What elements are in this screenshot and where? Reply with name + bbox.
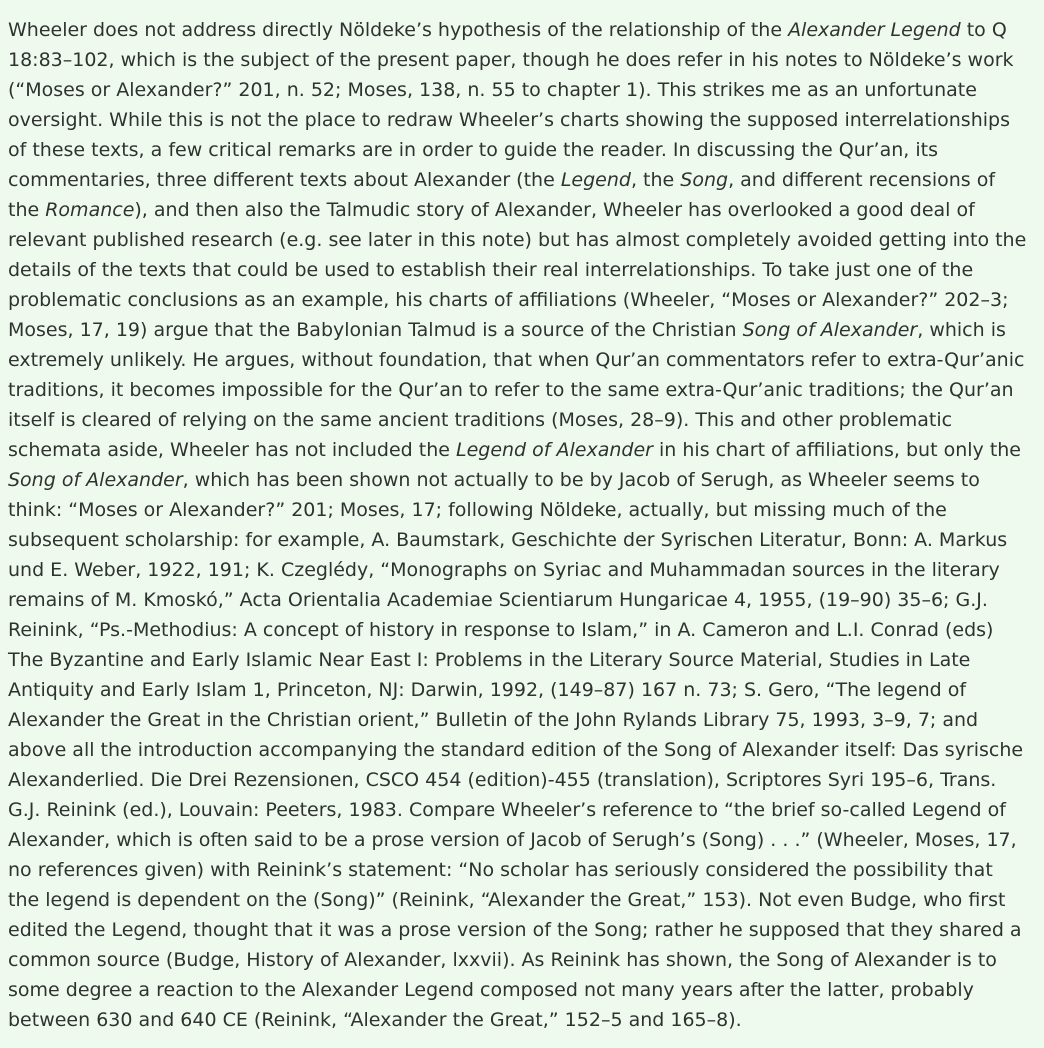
text-segment: , which is	[917, 319, 1006, 341]
text-segment: commentaries, three different texts about Alexander (the	[8, 169, 561, 191]
text-segment: relevant published research (e.g. see later in this note) but has almost completely avoided getting into the	[8, 229, 1027, 251]
text-segment: between 630 and 640 CE (Reinink, “Alexander the Great,” 152–5 and 165–8).	[8, 1009, 742, 1031]
text-line	[8, 645, 1040, 675]
text-line	[8, 45, 1040, 75]
text-segment: Alexander the Great in the Christian orient,” Bulletin of the John Rylands Library 75, 1993, 3–9, 7; and	[8, 709, 979, 731]
text-segment: remains of M. Kmoskó,” Acta Orientalia Academiae Scientiarum Hungaricae 4, 1955, (19–90) 35–6; G.J.	[8, 589, 988, 611]
text-segment: Moses, 17, 19) argue that the Babylonian Talmud is a source of the Christian	[8, 319, 743, 341]
italic-title: Song	[680, 169, 729, 191]
text-line	[8, 495, 1040, 525]
text-segment: G.J. Reinink (ed.), Louvain: Peeters, 1983. Compare Wheeler’s reference to “the brief so-called Legend of	[8, 799, 1006, 821]
text-line	[8, 315, 1040, 345]
text-line	[8, 855, 1040, 885]
text-line	[8, 165, 1040, 195]
text-segment: und E. Weber, 1922, 191; K. Czeglédy, “Monographs on Syriac and Muhammadan sources in the literary	[8, 559, 1000, 581]
text-line	[8, 765, 1040, 795]
text-line	[8, 525, 1040, 555]
text-segment: extremely unlikely. He argues, without foundation, that when Qur’an commentators refer to extra-Qur’anic	[8, 349, 1025, 371]
text-segment: common source (Budge, History of Alexander, lxxvii). As Reinink has shown, the Song of Alexander is to	[8, 949, 997, 971]
text-line	[8, 75, 1040, 105]
text-line	[8, 555, 1040, 585]
text-line	[8, 945, 1040, 975]
text-segment: schemata aside, Wheeler has not included the	[8, 439, 456, 461]
text-line	[8, 975, 1040, 1005]
italic-title: Song of Alexander	[8, 469, 183, 491]
text-line	[8, 705, 1040, 735]
text-segment: Reinink, “Ps.-Methodius: A concept of history in response to Islam,” in A. Cameron and L.I. Conrad (eds)	[8, 619, 994, 641]
text-segment: to Q	[960, 19, 1007, 41]
text-segment: problematic conclusions as an example, his charts of affiliations (Wheeler, “Moses or Alexander?” 202–3;	[8, 289, 1009, 311]
footnote-paragraph	[8, 15, 1040, 1035]
text-line	[8, 885, 1040, 915]
text-segment: traditions, it becomes impossible for the Qur’an to refer to the same extra-Qur’anic traditions; the Qur’an	[8, 379, 1014, 401]
italic-title: Romance	[45, 199, 135, 221]
text-segment: itself is cleared of relying on the same ancient traditions (Moses, 28–9). This and other problematic	[8, 409, 953, 431]
text-segment: above all the introduction accompanying the standard edition of the Song of Alexander itself: Das syrische	[8, 739, 1024, 761]
text-line	[8, 195, 1040, 225]
text-segment: think: “Moses or Alexander?” 201; Moses, 17; following Nöldeke, actually, but missing much of the	[8, 499, 947, 521]
text-segment: ), and then also the Talmudic story of Alexander, Wheeler has overlooked a good deal of	[134, 199, 975, 221]
text-segment: Alexanderlied. Die Drei Rezensionen, CSCO 454 (edition)-455 (translation), Scriptores Syri 195–6, Trans.	[8, 769, 997, 791]
text-segment: The Byzantine and Early Islamic Near East I: Problems in the Literary Source Material, Studies in Late	[8, 649, 971, 671]
text-line	[8, 615, 1040, 645]
text-segment: (“Moses or Alexander?” 201, n. 52; Moses, 138, n. 55 to chapter 1). This strikes me as an unfortunate	[8, 79, 977, 101]
text-line	[8, 375, 1040, 405]
italic-title: Alexander Legend	[788, 19, 961, 41]
text-segment: edited the Legend, thought that it was a prose version of the Song; rather he supposed that they shared a	[8, 919, 1022, 941]
text-segment: , which has been shown not actually to be by Jacob of Serugh, as Wheeler seems to	[182, 469, 980, 491]
text-segment: details of the texts that could be used to establish their real interrelationships. To take just one of the	[8, 259, 974, 281]
italic-title: Legend of Alexander	[455, 439, 653, 461]
italic-title: Song of Alexander	[742, 319, 918, 341]
text-line	[8, 585, 1040, 615]
text-segment: Alexander, which is often said to be a prose version of Jacob of Serugh’s (Song) . . .” (Wheeler, Moses, 17,	[8, 829, 1017, 851]
text-segment: oversight. While this is not the place to redraw Wheeler’s charts showing the supposed interrelationships	[8, 109, 1010, 131]
text-line	[8, 735, 1040, 765]
text-line	[8, 405, 1040, 435]
text-line	[8, 915, 1040, 945]
text-line	[8, 435, 1040, 465]
text-line	[8, 15, 1040, 45]
text-line	[8, 225, 1040, 255]
text-line	[8, 345, 1040, 375]
text-line	[8, 825, 1040, 855]
text-line	[8, 795, 1040, 825]
text-segment: , and different recensions of	[728, 169, 996, 191]
text-segment: subsequent scholarship: for example, A. Baumstark, Geschichte der Syrischen Literatur, Bonn: A. Markus	[8, 529, 1008, 551]
text-line	[8, 1005, 1040, 1035]
text-segment: Wheeler does not address directly Nöldeke’s hypothesis of the relationship of the	[8, 19, 789, 41]
text-segment: , the	[630, 169, 681, 191]
text-line	[8, 285, 1040, 315]
text-segment: no references given) with Reinink’s statement: “No scholar has seriously considered the possibility that	[8, 859, 993, 881]
text-segment: the	[8, 199, 46, 221]
text-segment: the legend is dependent on the (Song)” (Reinink, “Alexander the Great,” 153). Not even Budge, who first	[8, 889, 1006, 911]
text-line	[8, 465, 1040, 495]
text-line	[8, 135, 1040, 165]
text-line	[8, 105, 1040, 135]
text-segment: 18:83–102, which is the subject of the present paper, though he does refer in his notes to Nöldeke’s work	[8, 49, 1014, 71]
text-segment: of these texts, a few critical remarks are in order to guide the reader. In discussing the Qur’an, its	[8, 139, 938, 161]
text-segment: some degree a reaction to the Alexander Legend composed not many years after the latter, probably	[8, 979, 974, 1001]
text-line	[8, 675, 1040, 705]
text-line	[8, 255, 1040, 285]
italic-title: Legend	[560, 169, 631, 191]
text-segment: in his chart of affiliations, but only the	[652, 439, 1022, 461]
text-segment: Antiquity and Early Islam 1, Princeton, NJ: Darwin, 1992, (149–87) 167 n. 73; S. Gero, “The legend of	[8, 679, 967, 701]
